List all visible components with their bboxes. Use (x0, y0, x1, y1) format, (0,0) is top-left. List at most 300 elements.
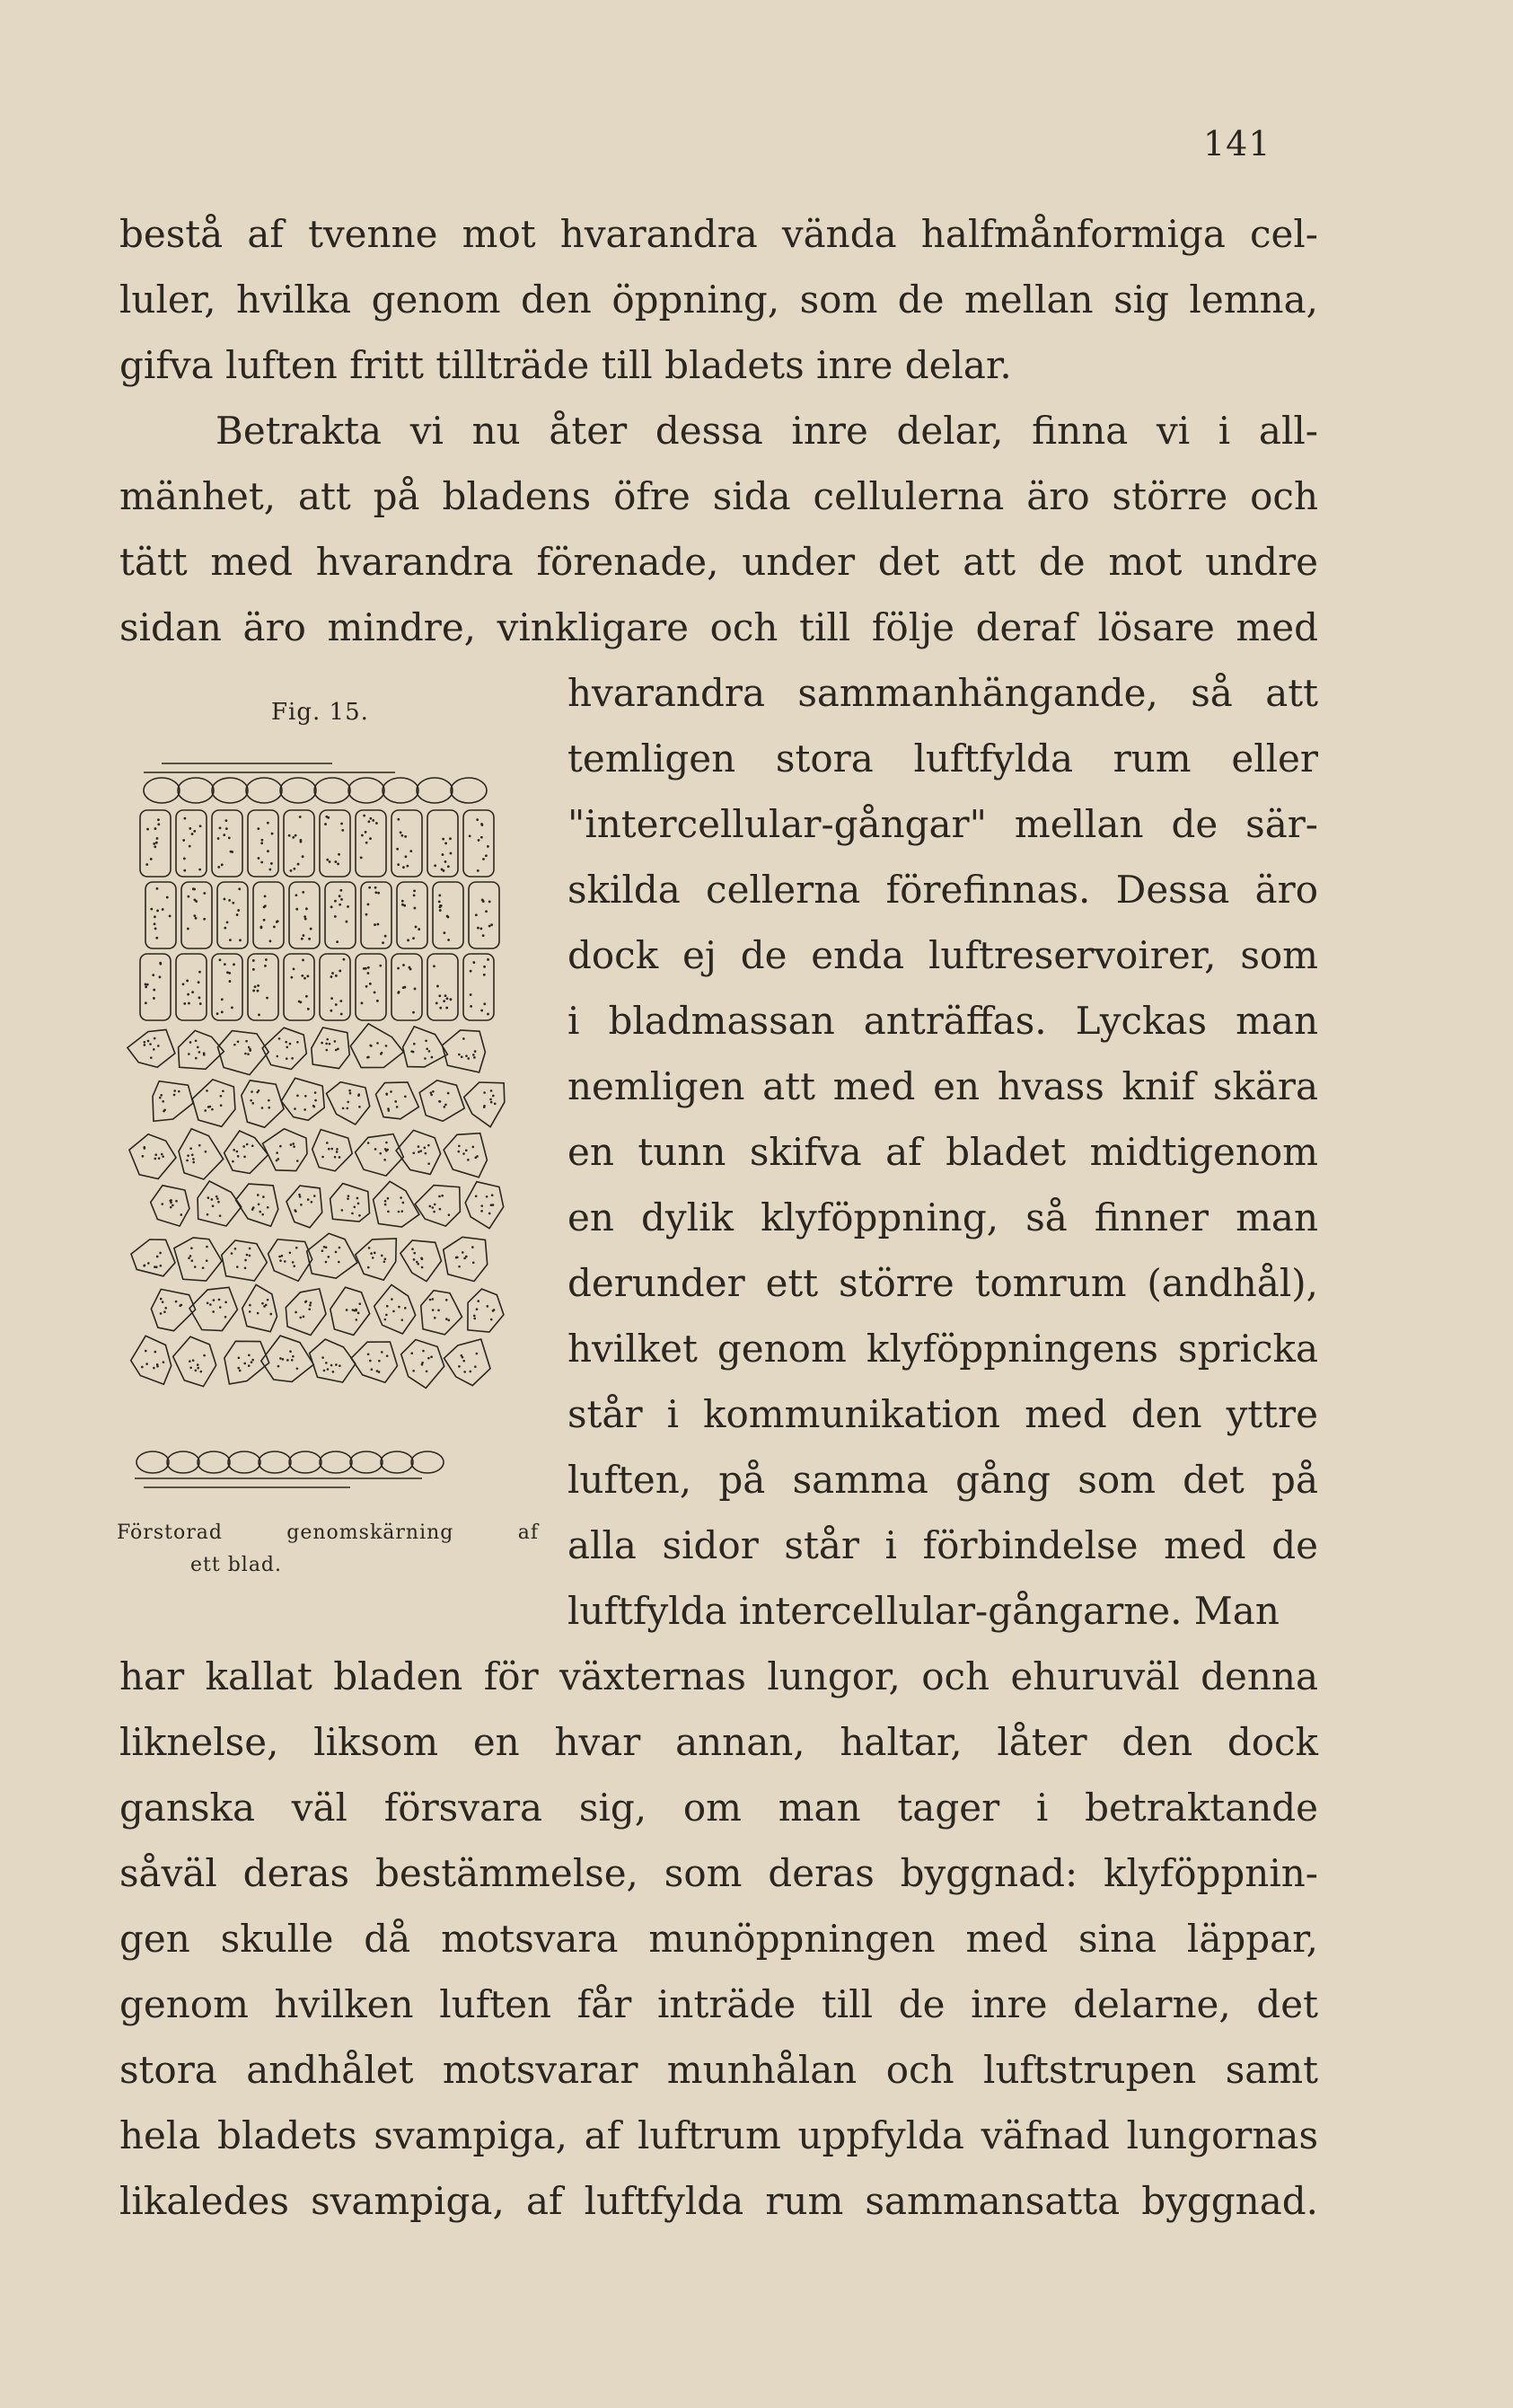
leaf-cross-section-illustration (126, 753, 521, 1498)
cell-outline (200, 1371, 203, 1373)
cell-outline (266, 997, 268, 1000)
cell-outline (243, 1363, 246, 1365)
cell-outline (374, 1252, 376, 1255)
cell-outline (462, 1360, 465, 1363)
cell-outline (384, 1319, 387, 1321)
cell-outline (228, 837, 231, 840)
cell-outline (211, 1108, 214, 1111)
cell-outline (209, 1303, 212, 1306)
cell-outline (340, 823, 343, 825)
cell-outline (301, 938, 303, 940)
cell-outline (221, 1010, 224, 1013)
cell-outline (387, 1197, 390, 1200)
cell-outline (267, 850, 269, 852)
cell-outline (186, 1160, 189, 1162)
cell-outline (162, 1100, 164, 1103)
figure-caption: Förstorad genomskärning af (117, 1522, 539, 1544)
cell-outline (330, 1287, 370, 1335)
cell-outline (412, 1011, 415, 1014)
cell-outline (277, 1055, 279, 1058)
cell-outline (420, 1257, 423, 1260)
cell-outline (326, 859, 329, 861)
cell-outline (347, 1195, 350, 1197)
cell-outline (228, 899, 231, 902)
cell-outline (300, 841, 303, 843)
cell-outline (396, 848, 399, 851)
cell-outline (341, 1209, 344, 1212)
cell-outline (312, 1130, 353, 1171)
cell-outline (342, 1107, 345, 1110)
cell-outline (375, 822, 378, 825)
text-line: luften, på samma gång som det på (567, 1458, 1318, 1502)
text-line: mänhet, att på bladens öfre sida cellulerna äro större och (119, 474, 1318, 518)
cell-outline (301, 975, 303, 977)
cell-outline (465, 1182, 504, 1229)
cell-outline (307, 1008, 310, 1010)
cell-outline (325, 1043, 328, 1045)
cell-outline (474, 1365, 477, 1368)
cell-outline (314, 778, 350, 803)
cell-outline (430, 1355, 433, 1358)
cell-outline (170, 1206, 172, 1209)
cell-outline (425, 1152, 427, 1155)
cell-outline (463, 1371, 466, 1373)
cell-outline (439, 909, 442, 912)
cell-outline (189, 1041, 192, 1044)
cell-outline (162, 1301, 164, 1303)
cell-outline (219, 1306, 222, 1309)
cell-outline (433, 965, 435, 967)
text-line: sidan äro mindre, vinkligare och till följe deraf lösare med (119, 605, 1318, 649)
cell-outline (248, 1354, 251, 1356)
cell-outline (183, 1002, 186, 1005)
text-line: hela bladets svampiga, af luftrum uppfylda väfnad lungornas (119, 2113, 1318, 2157)
cell-outline (474, 1050, 477, 1053)
cell-outline (236, 1266, 239, 1268)
cell-outline (338, 853, 340, 856)
cell-outline (224, 1131, 268, 1173)
cell-outline (211, 1198, 214, 1201)
cell-outline (306, 975, 309, 977)
cell-outline (470, 1005, 472, 1008)
cell-outline (352, 1309, 355, 1311)
text-line: har kallat bladen för växternas lungor, och ehuruväl denna (119, 1654, 1318, 1698)
cell-outline (252, 959, 255, 962)
cell-outline (358, 1106, 361, 1108)
cell-outline (384, 935, 387, 938)
cell-outline (219, 826, 222, 829)
cell-outline (439, 904, 442, 907)
cell-outline (321, 1042, 323, 1045)
cell-outline (295, 1210, 297, 1213)
cell-outline (469, 834, 471, 837)
cell-outline (384, 1200, 387, 1203)
cell-outline (167, 1451, 199, 1473)
cell-outline (251, 1359, 254, 1362)
text-line: liknelse, liksom en hvar annan, haltar, låter den dock (119, 1720, 1318, 1764)
cell-outline (157, 823, 160, 825)
text-line: tätt med hvarandra förenade, under det att de mot undre (119, 540, 1318, 584)
text-line: står i kommunikation med den yttre (567, 1392, 1318, 1436)
cell-outline (441, 1195, 444, 1197)
cell-outline (207, 1196, 210, 1199)
cell-outline (180, 1213, 183, 1216)
cell-outline (492, 1095, 495, 1098)
cell-outline (334, 1040, 337, 1043)
text-line: luler, hvilka genom den öppning, som de mellan sig lemna, (119, 278, 1318, 322)
cell-outline (206, 1089, 208, 1092)
cell-outline (182, 983, 185, 985)
cell-outline (475, 1195, 478, 1197)
cell-outline (281, 1255, 284, 1257)
cell-outline (425, 1039, 427, 1042)
cell-outline (418, 1145, 420, 1148)
cell-outline (348, 1089, 351, 1092)
cell-outline (188, 1002, 190, 1005)
cell-outline (223, 898, 225, 901)
cell-outline (237, 1155, 240, 1158)
cell-outline (449, 837, 452, 840)
cell-outline (188, 1257, 190, 1259)
cell-outline (277, 1365, 280, 1368)
cell-outline (360, 856, 363, 859)
cell-outline (325, 882, 356, 948)
cell-outline (479, 927, 482, 930)
cell-outline (378, 1371, 381, 1373)
cell-outline (261, 1213, 264, 1216)
cell-outline (237, 909, 240, 912)
cell-outline (325, 1049, 328, 1052)
cell-outline (462, 1152, 465, 1155)
cell-outline (463, 954, 494, 1020)
cell-outline (438, 901, 441, 904)
cell-outline (397, 992, 400, 994)
cell-outline (367, 1354, 370, 1356)
cell-outline (238, 1356, 241, 1359)
cell-outline (320, 1451, 352, 1473)
cell-outline (225, 819, 228, 822)
cell-outline (295, 1247, 298, 1249)
cell-outline (228, 1451, 260, 1473)
cell-outline (339, 1247, 341, 1249)
cell-outline (249, 1310, 251, 1313)
cell-outline (334, 860, 337, 863)
cell-outline (417, 1263, 419, 1266)
cell-outline (438, 895, 441, 897)
cell-outline (145, 985, 147, 988)
text-line: i bladmassan anträffas. Lyckas man (567, 999, 1318, 1043)
cell-outline (249, 1248, 251, 1250)
cell-outline (224, 963, 226, 966)
cell-outline (154, 915, 156, 918)
cell-outline (145, 882, 176, 948)
cell-outline (307, 1198, 310, 1201)
cell-outline (265, 958, 268, 961)
cell-outline (329, 860, 331, 863)
figure-caption-continued: ett blad. (190, 1554, 283, 1576)
cell-outline (216, 1197, 219, 1200)
cell-outline (212, 954, 242, 1020)
cell-outline (465, 1256, 468, 1258)
cell-outline (294, 1107, 296, 1110)
cell-outline (386, 1354, 389, 1357)
cell-outline (291, 1057, 294, 1060)
cell-outline (197, 1046, 199, 1049)
cell-outline (160, 1265, 163, 1267)
cell-outline (264, 895, 267, 897)
cell-outline (261, 1336, 314, 1381)
cell-outline (284, 810, 314, 877)
cell-outline (234, 1248, 237, 1250)
cell-outline (221, 863, 224, 866)
cell-outline (380, 1053, 383, 1055)
cell-outline (236, 1151, 239, 1153)
cell-outline (320, 954, 350, 1020)
cell-outline (154, 845, 156, 848)
cell-outline (335, 975, 338, 977)
text-line: genom hvilken luften får inträde till de inre delarne, det (119, 1982, 1318, 2026)
cell-outline (320, 810, 350, 877)
cell-outline (296, 1041, 299, 1044)
cell-outline (204, 1109, 207, 1112)
cell-outline (173, 1089, 176, 1092)
cell-outline (252, 968, 255, 971)
cell-outline (368, 1247, 371, 1249)
cell-outline (203, 1354, 206, 1357)
cell-outline (232, 902, 234, 904)
cell-outline (381, 1351, 383, 1354)
cell-outline (136, 1451, 169, 1473)
cell-outline (229, 980, 232, 983)
cell-outline (300, 1204, 303, 1206)
cell-outline (401, 900, 404, 903)
cell-outline (410, 1352, 413, 1354)
cell-outline (385, 1142, 388, 1144)
cell-outline (385, 1314, 388, 1317)
cell-outline (374, 1284, 416, 1334)
cell-outline (197, 1367, 199, 1370)
cell-outline (195, 1039, 198, 1042)
text-line: nemligen att med en hvass knif skära (567, 1064, 1318, 1108)
cell-outline (486, 1195, 488, 1198)
cell-outline (194, 898, 197, 901)
cell-outline (242, 1145, 245, 1148)
cell-outline (339, 904, 341, 906)
cell-outline (191, 833, 194, 835)
cell-outline (328, 1256, 330, 1258)
cell-outline (330, 1364, 333, 1367)
cell-outline (330, 997, 333, 1000)
cell-outline (232, 1160, 234, 1163)
cell-outline (470, 993, 472, 996)
cell-outline (258, 1014, 260, 1017)
cell-outline (339, 1156, 341, 1159)
text-line: gifva luften fritt tillträde till bladets inre delar. (119, 343, 1012, 387)
cell-outline (273, 925, 276, 928)
cell-outline (276, 1151, 278, 1154)
cell-outline (153, 842, 155, 845)
cell-outline (446, 997, 449, 1000)
cell-outline (403, 1027, 448, 1067)
cell-outline (330, 1010, 332, 1012)
cell-outline (197, 1363, 199, 1366)
cell-outline (150, 1056, 153, 1059)
cell-outline (129, 1134, 176, 1179)
cell-outline (335, 1049, 338, 1052)
page-number: 141 (1203, 124, 1271, 163)
cell-outline (229, 939, 232, 941)
cell-outline (207, 1302, 209, 1305)
cell-outline (400, 1319, 403, 1321)
cell-outline (154, 1351, 157, 1354)
cell-outline (179, 1304, 181, 1307)
cell-outline (432, 1298, 435, 1301)
cell-outline (271, 833, 274, 835)
cell-outline (465, 1054, 468, 1057)
cell-outline (367, 1266, 370, 1269)
text-line: derunder ett större tomrum (andhål), (567, 1261, 1318, 1305)
cell-outline (383, 1260, 386, 1263)
cell-outline (374, 991, 376, 993)
cell-outline (367, 1142, 370, 1144)
cell-outline (263, 1129, 308, 1171)
cell-outline (299, 816, 302, 818)
cell-outline (472, 1054, 475, 1056)
cell-outline (193, 888, 196, 891)
cell-outline (226, 922, 229, 924)
cell-outline (357, 1312, 360, 1315)
cell-outline (363, 967, 365, 970)
cell-outline (212, 1310, 215, 1313)
cell-outline (404, 1096, 407, 1098)
text-line: temligen stora luftfylda rum eller (567, 737, 1318, 781)
cell-outline (444, 842, 447, 845)
cell-outline (321, 1249, 324, 1252)
cell-outline (198, 981, 200, 983)
cell-outline (299, 1001, 302, 1003)
cell-outline (400, 1240, 442, 1282)
cell-outline (467, 1057, 470, 1060)
cell-outline (233, 1149, 235, 1151)
cell-outline (189, 1360, 191, 1363)
cell-outline (154, 1037, 156, 1040)
cell-outline (332, 1371, 335, 1373)
cell-outline (284, 954, 314, 1020)
cell-outline (279, 1259, 282, 1262)
cell-outline (402, 866, 405, 869)
cell-outline (443, 931, 445, 934)
cell-outline (147, 1262, 150, 1265)
cell-outline (179, 1030, 224, 1069)
cell-outline (413, 1043, 416, 1045)
cell-outline (339, 889, 342, 892)
cell-outline (156, 887, 159, 890)
cell-outline (153, 1367, 155, 1370)
cell-outline (245, 1040, 248, 1043)
cell-outline (405, 855, 408, 858)
cell-outline (162, 908, 164, 911)
cell-outline (198, 971, 201, 974)
cell-outline (151, 1186, 189, 1226)
cell-outline (217, 866, 220, 869)
cell-outline (173, 1336, 216, 1386)
cell-outline (198, 996, 201, 999)
cell-outline (413, 1252, 416, 1255)
cell-outline (376, 1000, 379, 1002)
cell-outline (143, 1265, 145, 1267)
cell-outline (335, 1363, 338, 1366)
cell-outline (175, 1301, 178, 1303)
cell-outline (293, 1265, 295, 1267)
cell-outline (233, 1044, 236, 1046)
cell-outline (346, 921, 348, 923)
cell-outline (340, 1013, 343, 1016)
cell-outline (379, 965, 382, 967)
cell-outline (267, 822, 269, 825)
cell-outline (413, 1258, 416, 1261)
cell-outline (325, 1247, 328, 1249)
text-line: alla sidor står i förbindelse med de (567, 1523, 1318, 1567)
cell-outline (250, 1099, 252, 1102)
cell-outline (163, 1310, 166, 1313)
cell-outline (379, 1152, 382, 1155)
cell-outline (473, 1318, 476, 1320)
cell-outline (292, 836, 295, 839)
cell-outline (131, 1336, 172, 1384)
text-line: luftfylda intercellular-gångarne. Man (567, 1589, 1280, 1633)
cell-outline (314, 1099, 317, 1102)
cell-outline (140, 954, 171, 1020)
cell-outline (342, 958, 345, 961)
cell-outline (295, 1311, 297, 1314)
cell-outline (404, 1307, 407, 1310)
cell-outline (233, 963, 235, 966)
cell-outline (455, 1257, 458, 1259)
cell-outline (485, 854, 488, 857)
cell-outline (292, 1261, 295, 1264)
cell-outline (231, 1006, 233, 1009)
cell-outline (146, 828, 149, 831)
cell-outline (290, 869, 293, 872)
cell-outline (279, 1145, 282, 1148)
cell-outline (303, 977, 306, 980)
cell-outline (224, 1301, 227, 1303)
cell-outline (329, 1043, 331, 1045)
cell-outline (444, 994, 447, 997)
cell-outline (424, 1057, 427, 1060)
cell-outline (367, 972, 370, 975)
cell-outline (356, 954, 386, 1020)
cell-outline (409, 850, 412, 852)
cell-outline (431, 1056, 434, 1059)
cell-outline (308, 938, 311, 940)
cell-outline (289, 1350, 292, 1353)
cell-outline (242, 1284, 277, 1331)
cell-outline (217, 1201, 220, 1204)
cell-outline (374, 1148, 377, 1151)
cell-outline (142, 1155, 145, 1158)
cell-outline (338, 1261, 340, 1264)
cell-outline (419, 1150, 422, 1152)
cell-outline (293, 967, 295, 970)
cell-outline (376, 1082, 419, 1119)
cell-outline (334, 915, 337, 918)
cell-outline (443, 1030, 486, 1072)
cell-outline (286, 1186, 322, 1228)
cell-outline (356, 1197, 359, 1200)
cell-outline (439, 1208, 442, 1211)
text-line: "intercellular-gångar" mellan de sär- (567, 802, 1318, 846)
